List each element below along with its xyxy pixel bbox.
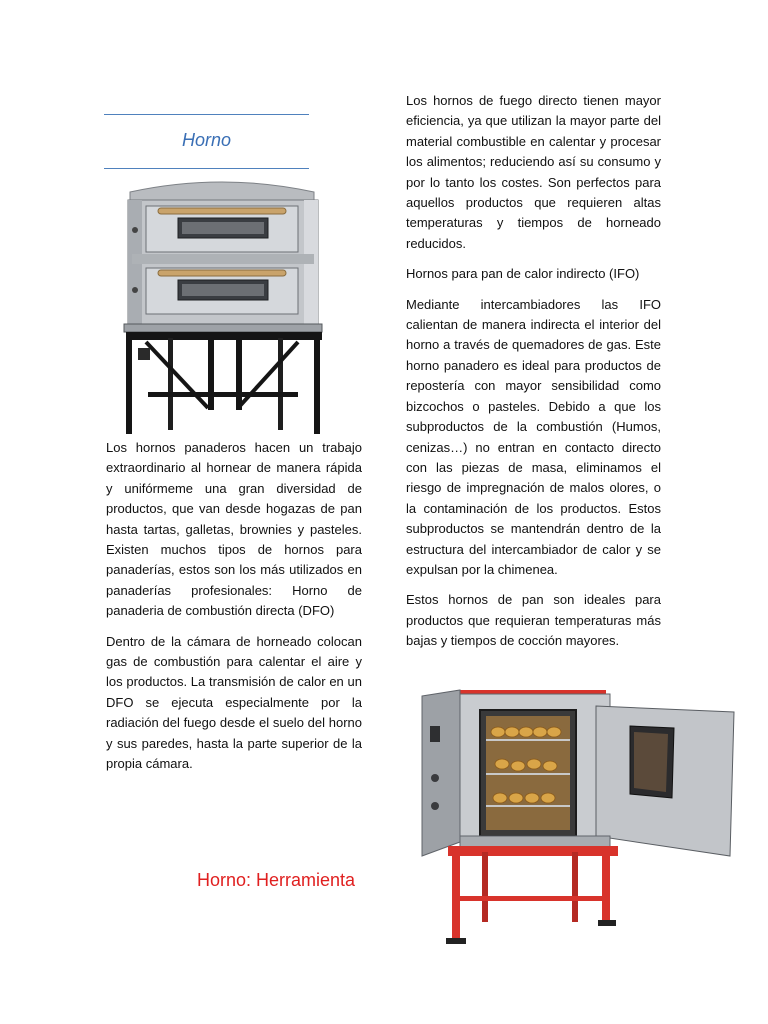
page-title: Horno [181,130,232,150]
right-paragraph-2: Mediante intercambiadores las IFO calientan de manera indirecta el interior del horno a través de quemadores de gas. Este horno panadero es ideal para productos de repostería con mayor sensibilidad como bizcochos o pasteles. Debido a que los subproductos de la combustión (Humos, cenizas…) no entran en contacto directo con las piezas de masa, eliminamos el riesgo de impregnación de malos olores, o la contaminación de los productos. Estos subproductos se mantendrán dentro de la estructura del intercambiador de calor y se expulsan por la chimenea. [406,296,661,577]
deck-oven-photo [108,170,336,440]
title-rule-top [104,114,309,115]
indirect-oven-photo [416,686,736,948]
title-rule-bottom [104,168,309,169]
right-paragraph-1: Los hornos de fuego directo tienen mayor eficiencia, ya que utilizan la mayor parte del material combustible en calentar y procesar los alimentos; reduciendo así su consumo y por lo tanto los costes. Son perfectos para aquellos productos que requieren altas temperaturas y tiempos de horneado reducidos. [406,93,661,251]
left-paragraph-2: Dentro de la cámara de horneado colocan gas de combustión para calentar el aire y los productos. La transmisión de calor en un DFO se ejecuta especialmente por la radiación del fuego desde el suelo del horno y sus paredes, hasta la parte superior de la propia cámara. [106,633,362,772]
right-paragraph-3: Estos hornos de pan son ideales para productos que requieran temperaturas más bajas y tiempos de cocción mayores. [406,592,661,649]
section-title-herramienta: Horno: Herramienta [197,870,356,890]
left-text-column [106,438,362,785]
right-subheading-ifo: Hornos para pan de calor indirecto (IFO) [406,266,640,282]
left-paragraph-1: Los hornos panaderos hacen un trabajo extraordinario al hornear de manera rápida y unifórmeme una gran diversidad de productos, que van desde hogazas de pan hasta tartas, galletas, brownies y pasteles. Existen muchos tipos de hornos para panaderías, estos son los más utilizados en panaderías profesionales: Horno de panaderia de combustión directa (DFO) [106,440,362,619]
right-text-column [406,91,661,662]
